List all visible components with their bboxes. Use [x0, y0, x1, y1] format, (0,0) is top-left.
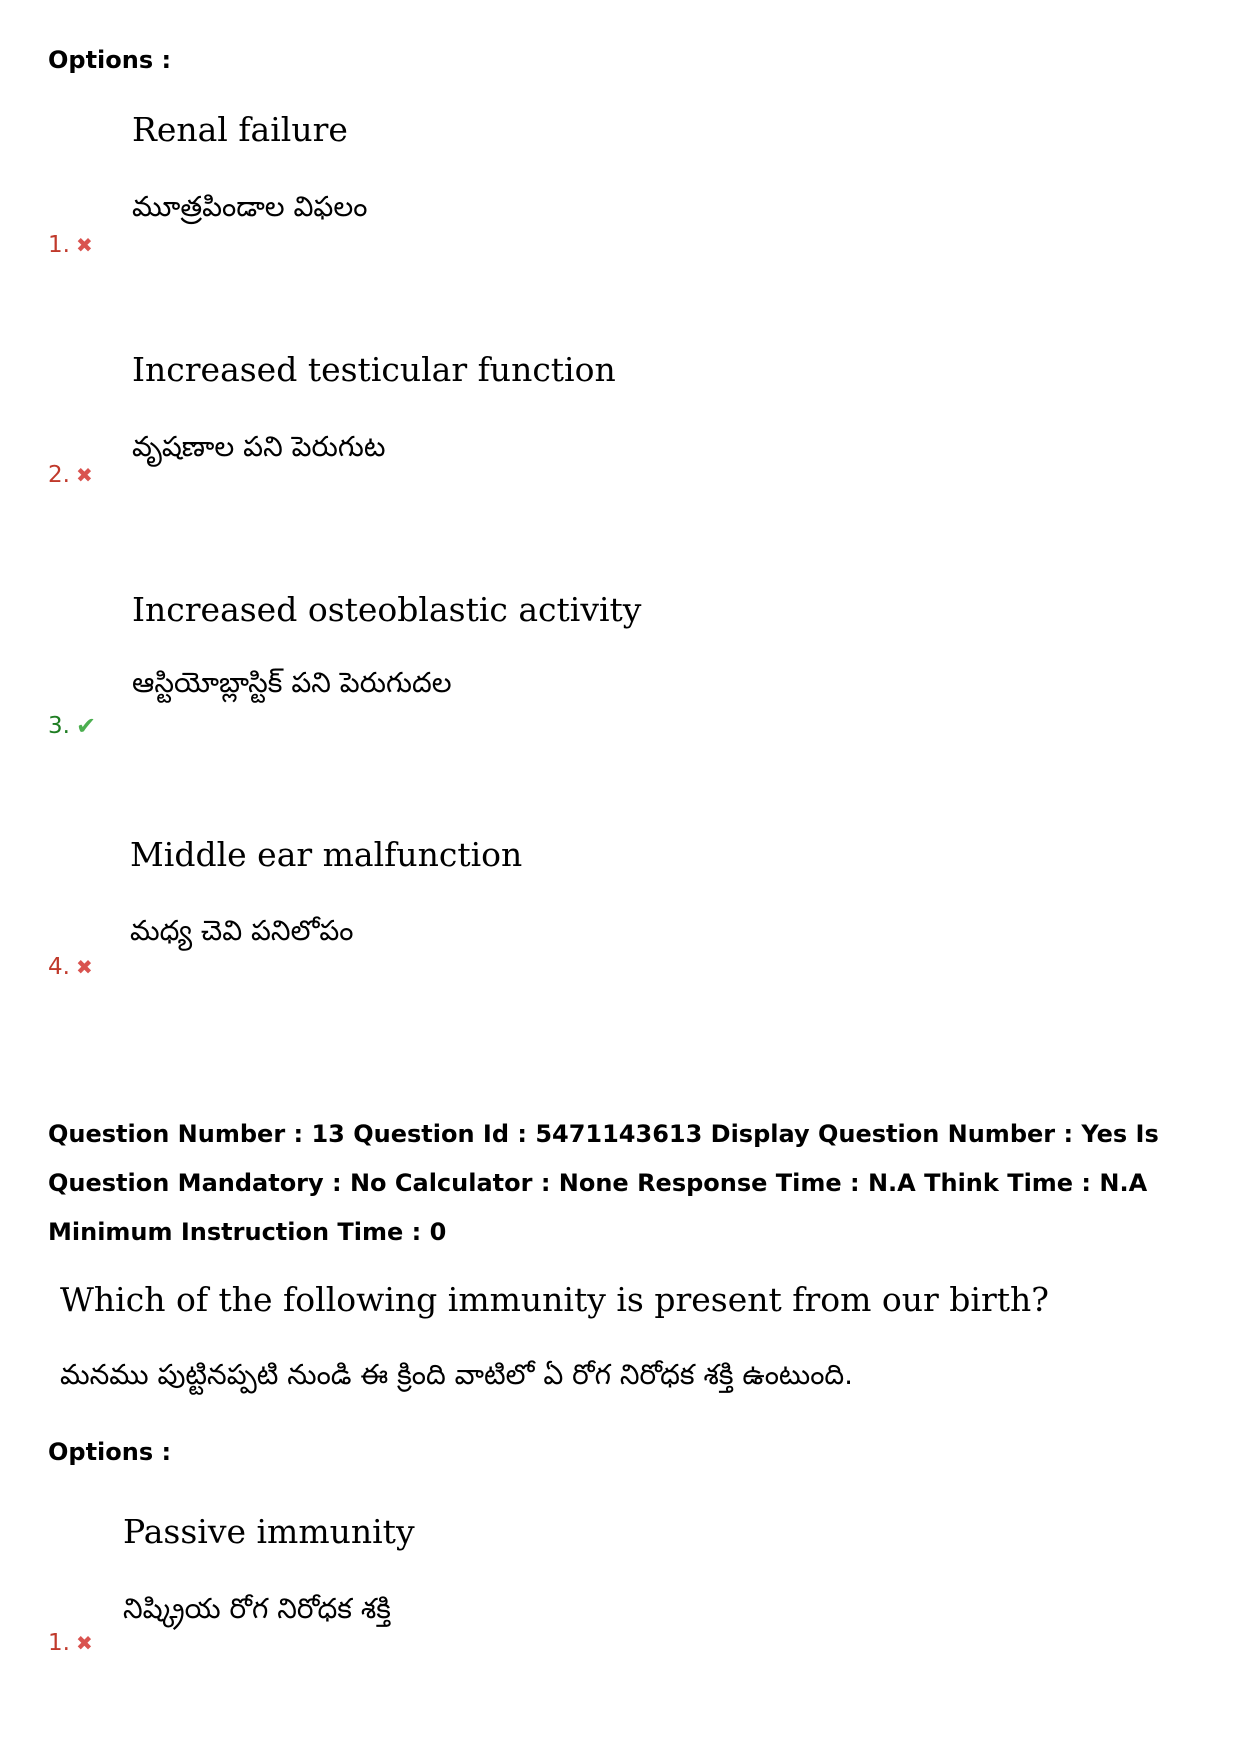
option-telugu-text: వృషణాల పని పెరుగుట: [132, 430, 386, 463]
option-marker: [48, 712, 96, 740]
option-telugu-text: నిష్క్రియ రోగ నిరోధక శక్తి: [123, 1592, 391, 1625]
option-english-text: Increased testicular function: [132, 350, 616, 389]
question-meta: Question Number : 13 Question Id : 5471143613 Display Question Number : Yes Is Question Mandatory : No Calculator : None Response Time : N.A Think Time : N.A Minimum Instruction Time : 0: [48, 1120, 1159, 1246]
option-marker: [48, 232, 93, 258]
option-english-text: Increased osteoblastic activity: [132, 590, 642, 629]
option-number: 3.: [48, 713, 70, 739]
options-heading: Options :: [48, 46, 172, 74]
option-english-text: Passive immunity: [123, 1512, 415, 1551]
option-english-text: Middle ear malfunction: [130, 835, 523, 874]
option-telugu-text: ఆస్టియోబ్లాస్టిక్ పని పెరుగుదల: [132, 666, 452, 699]
check-icon: ✔: [75, 712, 97, 740]
option-marker: [48, 462, 93, 488]
option-number: 2.: [48, 462, 70, 488]
cross-icon: ✖: [75, 233, 93, 257]
cross-icon: ✖: [75, 463, 93, 487]
question-telugu-text: మనము పుట్టినప్పటి నుండి ఈ క్రింది వాటిలో ఏ రోగ నిరోధక శక్తి ఉంటుంది.: [60, 1358, 854, 1391]
option-marker: [48, 954, 93, 980]
option-telugu-text: మధ్య చెవి పనిలోపం: [130, 914, 354, 947]
option-number: 1.: [48, 1630, 70, 1656]
option-number: 1.: [48, 232, 70, 258]
cross-icon: ✖: [75, 955, 93, 979]
option-telugu-text: మూత్రపిండాల విఫలం: [132, 190, 368, 223]
question-english-text: Which of the following immunity is present from our birth?: [60, 1280, 1049, 1319]
options-heading: Options :: [48, 1438, 172, 1466]
option-number: 4.: [48, 954, 70, 980]
cross-icon: ✖: [75, 1631, 93, 1655]
option-marker: [48, 1630, 93, 1656]
option-english-text: Renal failure: [132, 110, 348, 149]
